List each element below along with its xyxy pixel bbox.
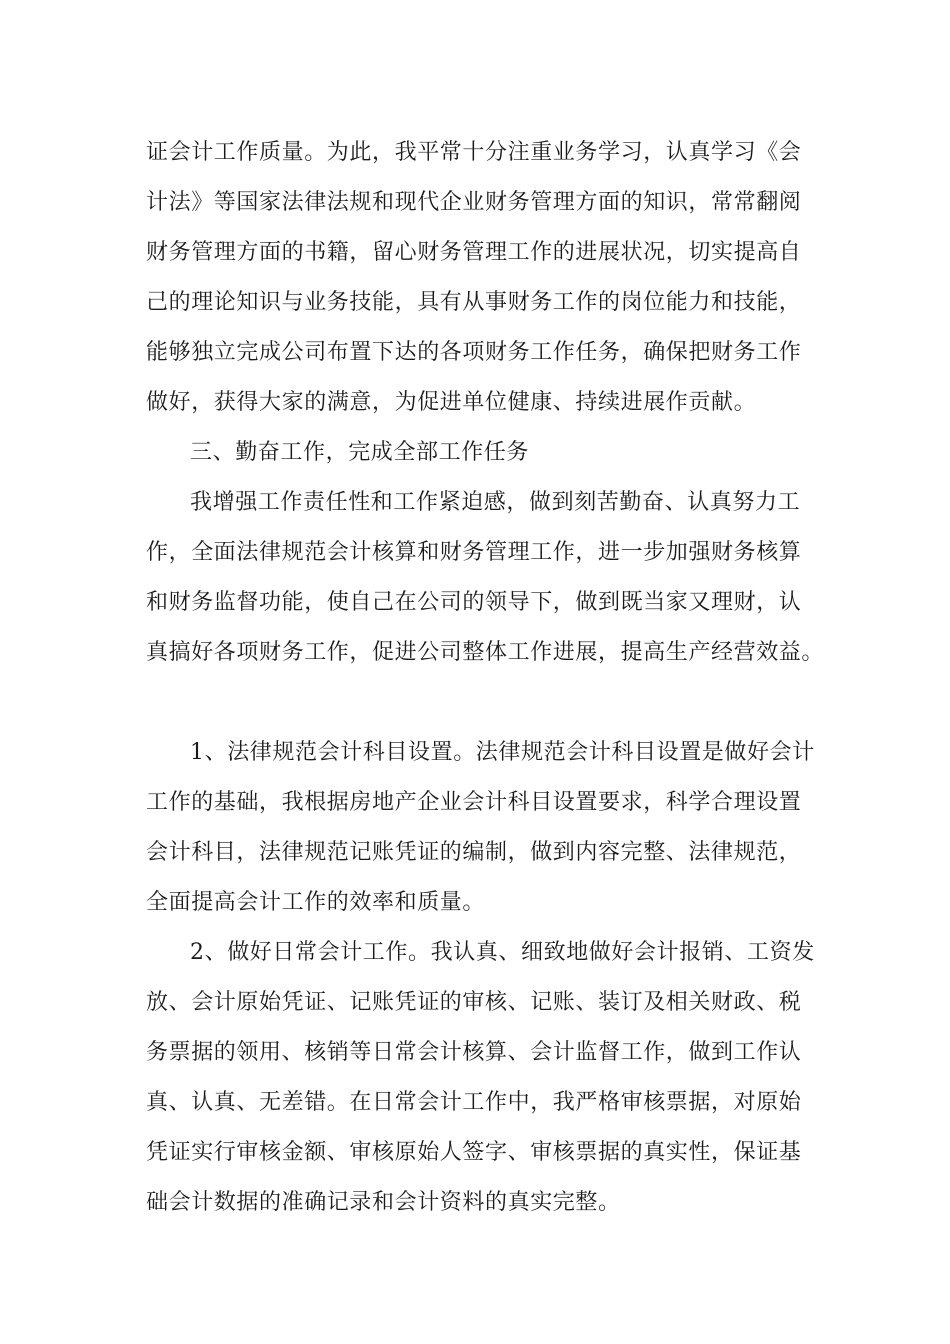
text-line: 放、会计原始凭证、记账凭证的审核、记账、装订及相关财政、税 bbox=[146, 990, 802, 1015]
text-line: 能够独立完成公司布置下达的各项财务工作任务，确保把财务工作 bbox=[146, 340, 802, 365]
text-line: 作，全面法律规范会计核算和财务管理工作，进一步加强财务核算 bbox=[146, 540, 802, 565]
text-line: 工作的基础，我根据房地产企业会计科目设置要求，科学合理设置 bbox=[146, 790, 802, 815]
text-line: 我增强工作责任性和工作紧迫感，做到刻苦勤奋、认真努力工 bbox=[190, 490, 801, 515]
text-line: 证会计工作质量。为此，我平常十分注重业务学习，认真学习《会 bbox=[146, 140, 802, 165]
text-line: 会计科目，法律规范记账凭证的编制，做到内容完整、法律规范， bbox=[146, 840, 802, 865]
text-line: 真搞好各项财务工作，促进公司整体工作进展，提高生产经营效益。 bbox=[146, 640, 825, 665]
text-line: 全面提高会计工作的效率和质量。 bbox=[146, 890, 486, 915]
text-line: 础会计数据的准确记录和会计资料的真实完整。 bbox=[146, 1190, 621, 1215]
text-line: 己的理论知识与业务技能，具有从事财务工作的岗位能力和技能， bbox=[146, 290, 802, 315]
text-line: 真、认真、无差错。在日常会计工作中，我严格审核票据，对原始 bbox=[146, 1090, 802, 1115]
text-line: 凭证实行审核金额、审核原始人签字、审核票据的真实性，保证基 bbox=[146, 1140, 802, 1165]
text-line: 财务管理方面的书籍，留心财务管理工作的进展状况，切实提高自 bbox=[146, 240, 802, 265]
text-line: 2、做好日常会计工作。我认真、细致地做好会计报销、工资发 bbox=[190, 940, 815, 965]
text-line: 和财务监督功能，使自己在公司的领导下，做到既当家又理财，认 bbox=[146, 590, 802, 615]
text-line: 1、法律规范会计科目设置。法律规范会计科目设置是做好会计 bbox=[190, 740, 815, 765]
section-heading: 三、勤奋工作，完成全部工作任务 bbox=[190, 440, 530, 465]
text-line: 务票据的领用、核销等日常会计核算、会计监督工作，做到工作认 bbox=[146, 1040, 802, 1065]
text-line: 做好，获得大家的满意，为促进单位健康、持续进展作贡献。 bbox=[146, 390, 757, 415]
text-line: 计法》等国家法律法规和现代企业财务管理方面的知识，常常翻阅 bbox=[146, 190, 802, 215]
